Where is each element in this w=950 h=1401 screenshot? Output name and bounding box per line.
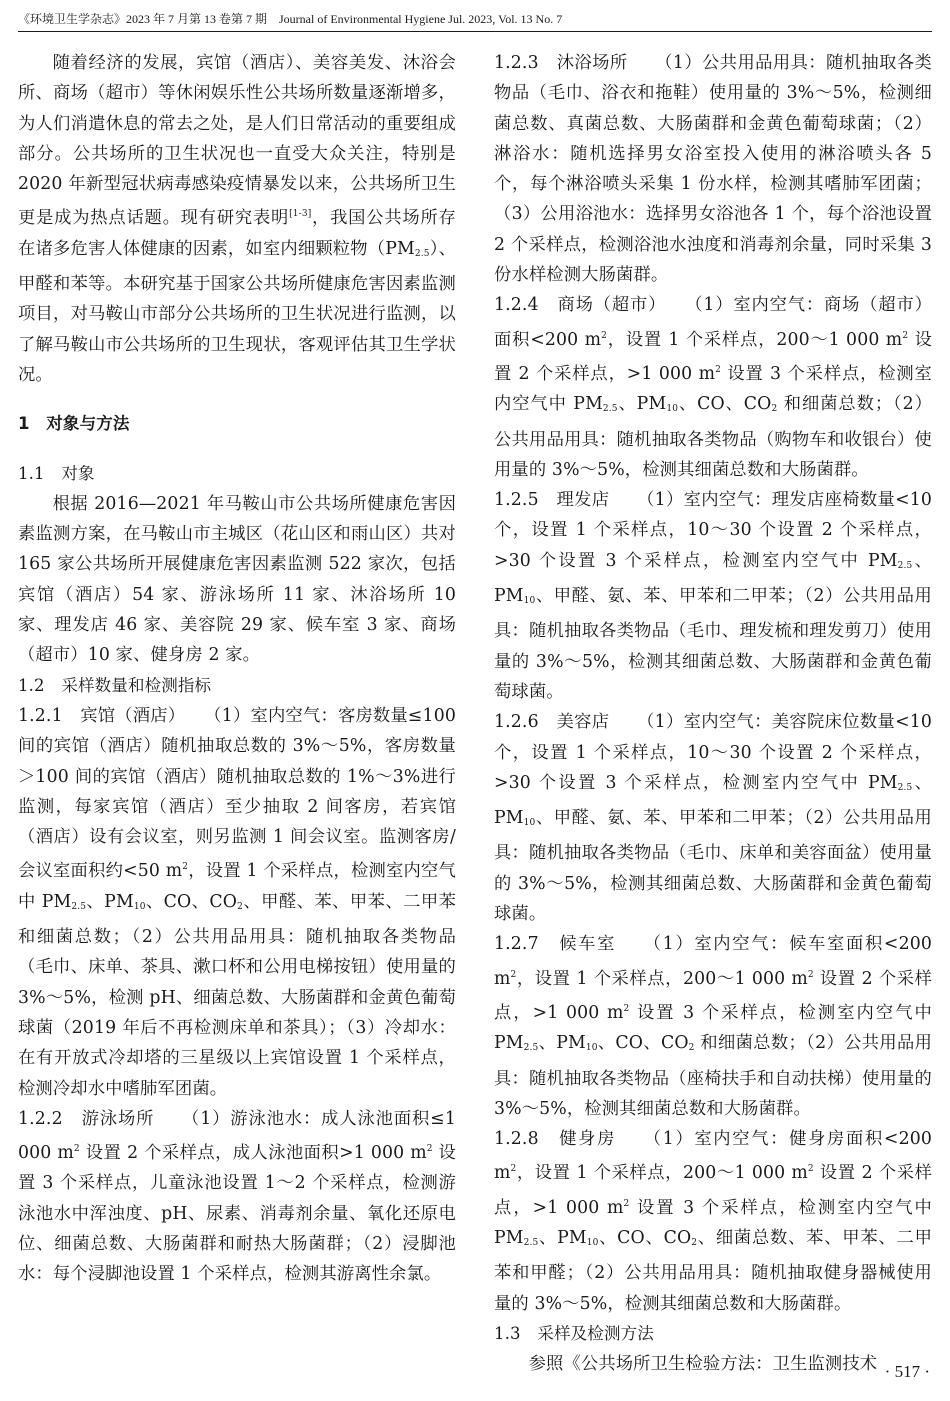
section-1-2-1: 1.2.1 宾馆（酒店） （1）室内空气：客房数量≤100 间的宾馆（酒店）随机抽取总数的 3%～5%，客房数量＞100 间的宾馆（酒店）随机抽取总数的 1%～3%进行监测，每家宾馆（酒店）至少抽取 2 间客房，若宾馆（酒店）设有会议室，则另监测 1 间会议室。监测客房/会议室面积约<50 $m^2$，设置 1 个采样点，检测室内空气中 $PM_{2.5}$、$PM_{10}$、CO、$CO_2$、甲醛、苯、甲苯、二甲苯和细菌总数；（2）公共用品用具：随机抽取各类物品（毛巾、床单、茶具、漱口杯和公用电梯按钮）使用量的 3%～5%，检测 pH、细菌总数、大肠菌群和金黄色葡萄球菌（2019 年后不再检测床单和茶具）；（3）冷却水：在有开放式冷却塔的三星级以上宾馆设置 1 个采样点，检测冷却水中嗜肺军团菌。 <box>18 705 457 1099</box>
intro-paragraph: 随着经济的发展，宾馆（酒店）、美容美发、沐浴会所、商场（超市）等休闲娱乐性公共场所数量逐渐增多，为人们消遣休息的常去之处，是人们日常活动的重要组成部分。公共场所的卫生状况也一直受大众关注，特别是 2020 年新型冠状病毒感染疫情暴发以来，公共场所卫生更是成为热点话题。现有研究表明[1-3]，我国公共场所存在诸多危害人体健康的因素，如室内细颗粒物$(PM_{2.5})$、甲醛和苯等。本研究基于国家公共场所健康危害因素监测项目，对马鞍山市部分公共场所的卫生状况进行监测，以了解马鞍山市公共场所的卫生现状，客观评估其卫生学状况。 <box>18 53 457 385</box>
section-1-3-text: 参照《公共场所卫生检验方法：卫生监测技术 <box>528 1354 878 1375</box>
section-label-1-2-1: 1.2.1 宾馆（酒店） <box>18 705 186 726</box>
section-label-1-2-3: 1.2.3 沐浴场所 <box>494 53 628 73</box>
section-label-1-2-2: 1.2.2 游泳场所 <box>18 1108 155 1129</box>
section-heading-1-1: 1.1 对象 <box>18 463 95 483</box>
running-head: 《环境卫生学杂志》2023 年 7 月第 13 卷第 7 期 Journal of Environmental Hygiene Jul. 2023, Vol. 13 No. 7 <box>18 12 563 26</box>
section-label-1-2-8: 1.2.8 健身房 <box>494 1129 617 1150</box>
right-column <box>494 48 932 1379</box>
section-label-1-2-6: 1.2.6 美容店 <box>494 712 610 733</box>
section-1-2-6: 1.2.6 美容店 （1）室内空气：美容院床位数量<10 个，设置 1 个采样点，10～30 个设置 2 个采样点，>30 个设置 3 个采样点，检测室内空气中 $PM_{2.5}$、$PM_{10}$、甲醛、氨、苯、甲苯和二甲苯；（2）公共用品用具：随机抽取各类物品（毛巾、床单和美容面盆）使用量的 3%～5%，检测其细菌总数、大肠菌群和金黄色葡萄球菌。 <box>494 712 932 925</box>
section-heading-1: 1 对象与方法 <box>18 414 130 434</box>
section-heading-1-3: 1.3 采样及检测方法 <box>494 1323 654 1343</box>
section-label-1-2-5: 1.2.5 理发店 <box>494 490 610 511</box>
header-rule <box>18 31 932 32</box>
page-number: · 517 · <box>884 1362 930 1381</box>
section-heading-1-2: 1.2 采样数量和检测指标 <box>18 675 212 695</box>
section-label-1-2-4: 1.2.4 商场（超市） <box>494 295 667 316</box>
section-1-2-8: 1.2.8 健身房 （1）室内空气：健身房面积<200 $m^2$，设置 1 个采样点，200～1 000 $m^2$ 设置 2 个采样点，>1 000 $m^2$ 设置 3 个采样点，检测室内空气中 $PM_{2.5}$、$PM_{10}$、CO、$CO_2$、细菌总数、苯、甲苯、二甲苯和甲醛；（2）公共用品用具：随机抽取健身器械使用量的 3%～5%，检测其细菌总数和大肠菌群。 <box>494 1129 933 1314</box>
section-1-2-7: 1.2.7 候车室 （1）室内空气：候车室面积<200 $m^2$，设置 1 个采样点，200～1 000 $m^2$ 设置 2 个采样点，>1 000 $m^2$ 设置 3 个采样点，检测室内空气中 $PM_{2.5}$、$PM_{10}$、CO、$CO_2$ 和细菌总数；（2）公共用品用具：随机抽取各类物品（座椅扶手和自动扶梯）使用量的 3%～5%，检测其细菌总数和大肠菌群。 <box>494 934 933 1119</box>
left-column <box>18 48 456 1290</box>
section-1-2-2: 1.2.2 游泳场所 （1）游泳池水：成人泳池面积≤1 000 $m^2$ 设置 2 个采样点，成人泳池面积>1 000 $m^2$ 设置 3 个采样点，儿童泳池设置 1～2 个采样点，检测游泳池水中浑浊度、pH、尿素、消毒剂余量、氧化还原电位、细菌总数、大肠菌群和耐热大肠菌群；（2）浸脚池水：每个浸脚池设置 1 个采样点，检测其游离性余氯。 <box>18 1108 456 1285</box>
section-1-1-text: 根据 2016—2021 年马鞍山市公共场所健康危害因素监测方案，在马鞍山市主城区（花山区和雨山区）共对 165 家公共场所开展健康危害因素监测 522 家次，包括宾馆（酒店）54 家、游泳场所 11 家、沐浴场所 10 家、理发店 46 家、美容院 29 家、候车室 3 家、商场（超市）10 家、健身房 2 家。 <box>18 493 456 666</box>
section-1-2-3: 1.2.3 沐浴场所 （1）公共用品用具：随机抽取各类物品（毛巾、浴衣和拖鞋）使用量的 3%～5%，检测细菌总数、真菌总数、大肠菌群和金黄色葡萄球菌；（2）淋浴水：随机选择男女浴室投入使用的淋浴喷头各 5 个，每个淋浴喷头采集 1 份水样，检测其嗜肺军团菌；（3）公用浴池水：选择男女浴池各 1 个，每个浴池设置 2 个采样点，检测浴池水浊度和消毒剂余量，同时采集 3 份水样检测大肠菌群。 <box>494 53 932 286</box>
section-1-2-4: 1.2.4 商场（超市） （1）室内空气：商场（超市）面积<200 $m^2$，设置 1 个采样点，200～1 000 $m^2$ 设置 2 个采样点，>1 000 $m^2$ 设置 3 个采样点，检测室内空气中 $PM_{2.5}$、$PM_{10}$、CO、$CO_2$ 和细菌总数；（2）公共用品用具：随机抽取各类物品（购物车和收银台）使用量的 3%～5%，检测其细菌总数和大肠菌群。 <box>494 295 933 480</box>
section-1-2-5: 1.2.5 理发店 （1）室内空气：理发店座椅数量<10 个，设置 1 个采样点，10～30 个设置 2 个采样点，>30 个设置 3 个采样点，检测室内空气中 $PM_{2.5}$、$PM_{10}$、甲醛、氨、苯、甲苯和二甲苯；（2）公共用品用具：随机抽取各类物品（毛巾、理发梳和理发剪刀）使用量的 3%～5%，检测其细菌总数、大肠菌群和金黄色葡萄球菌。 <box>494 490 932 702</box>
section-label-1-2-7: 1.2.7 候车室 <box>494 934 617 955</box>
citation[interactable]: [1-3] <box>289 209 312 220</box>
